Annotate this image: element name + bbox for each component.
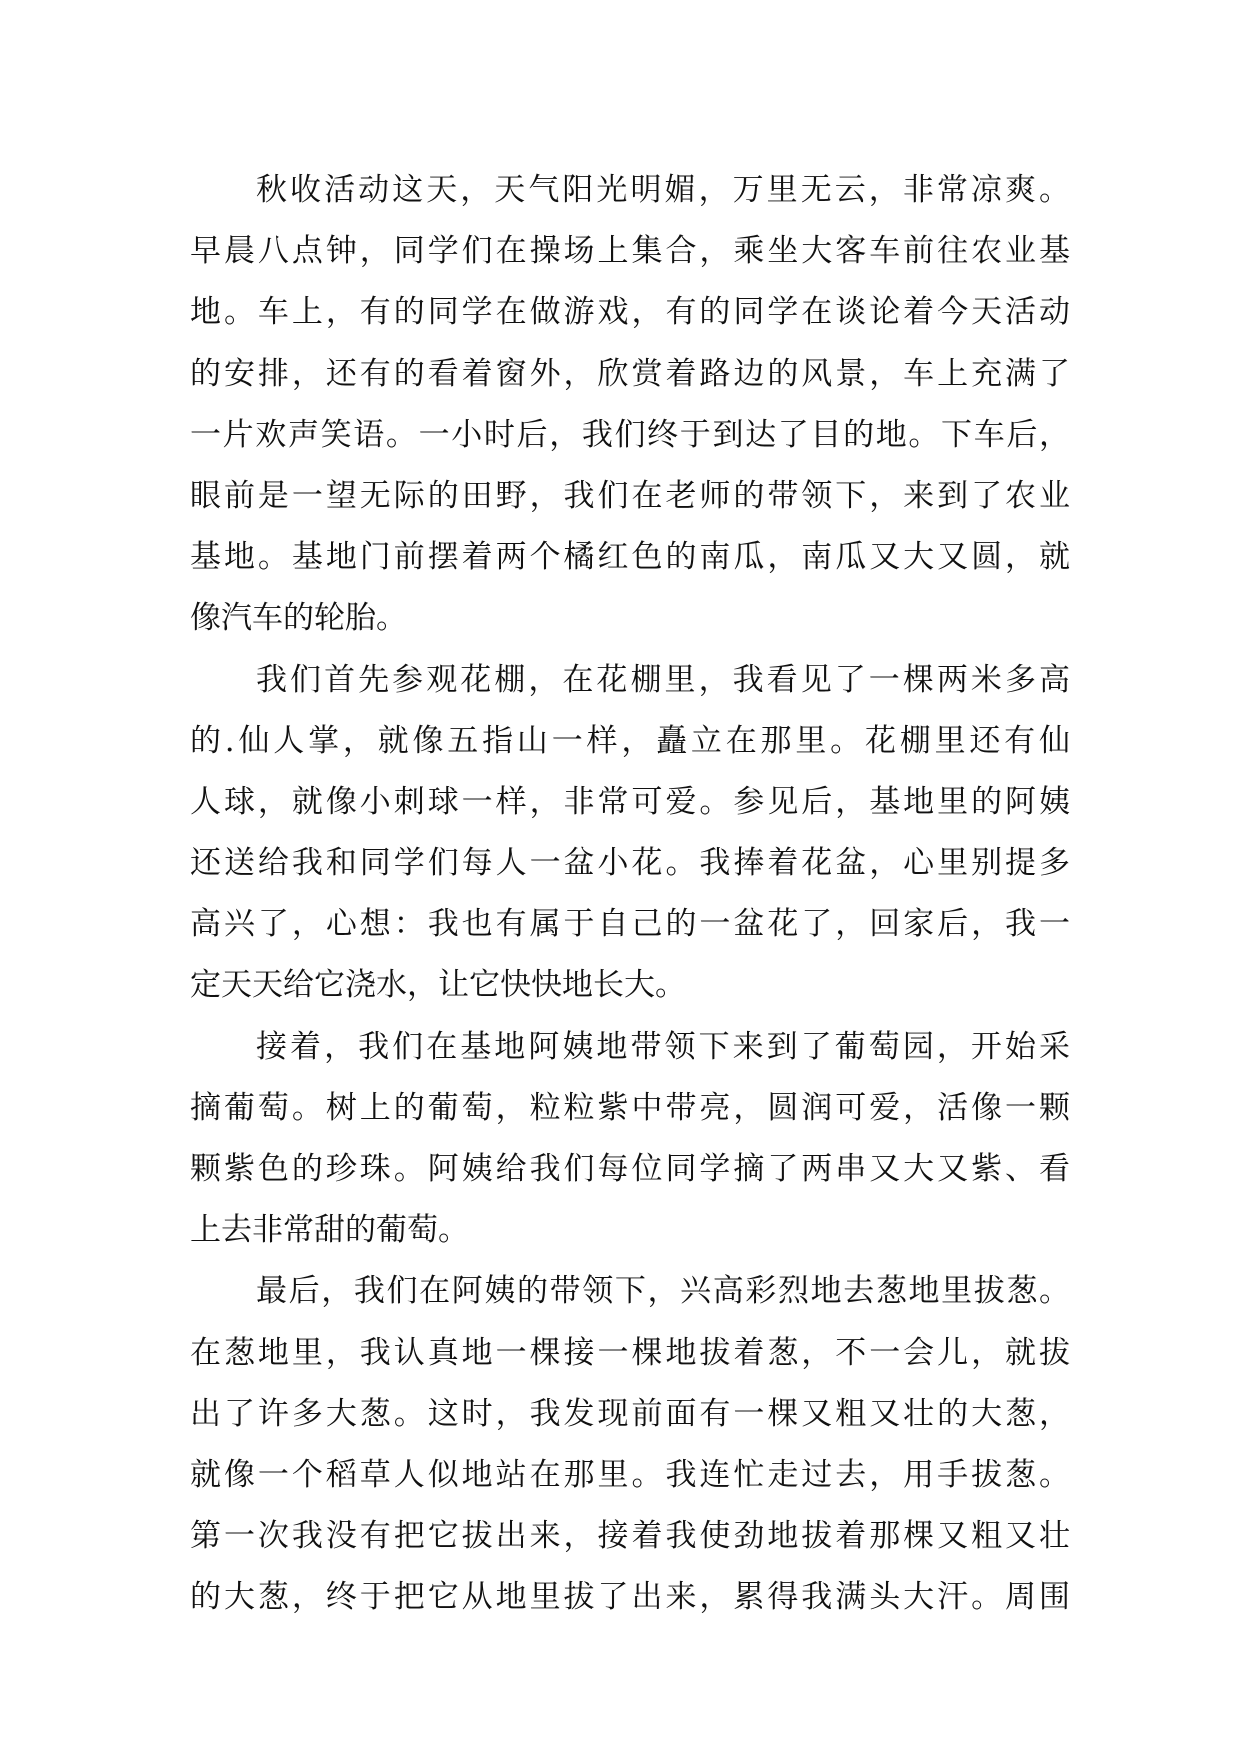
text-line: 高兴了，心想：我也有属于自己的一盆花了，回家后，我一 [190,906,1070,943]
text-line: 颗紫色的珍珠。阿姨给我们每位同学摘了两串又大又紫、看 [190,1151,1070,1187]
text-line: 地。车上，有的同学在做游戏，有的同学在谈论着今天活动 [190,294,1070,331]
text-line: 像汽车的轮胎。 [190,600,407,637]
paragraph-3 [190,1017,1070,1262]
text-line: 第一次我没有把它拔出来，接着我使劲地拔着那棵又粗又壮 [190,1518,1070,1555]
text-line: 的安排，还有的看着窗外，欣赏着路边的风景，车上充满了 [190,355,1070,392]
text-line: 早晨八点钟，同学们在操场上集合，乘坐大客车前往农业基 [190,233,1070,270]
text-line: 基地。基地门前摆着两个橘红色的南瓜，南瓜又大又圆，就 [190,539,1070,576]
text-line: 定天天给它浇水，让它快快地长大。 [190,967,686,1004]
text-line: 还送给我和同学们每人一盆小花。我捧着花盆，心里别提多 [190,845,1070,882]
paragraph-2 [190,650,1070,1017]
text-line: 的大葱，终于把它从地里拔了出来，累得我满头大汗。周围 [190,1579,1070,1616]
text-line: 眼前是一望无际的田野，我们在老师的带领下，来到了农业 [190,477,1070,514]
paragraph-4 [190,1261,1070,1628]
text-line: 一片欢声笑语。一小时后，我们终于到达了目的地。下车后， [190,416,1070,453]
text-line: 接着，我们在基地阿姨地带领下来到了葡萄园，开始采 [256,1028,1070,1065]
text-line: 人球，就像小刺球一样，非常可爱。参见后，基地里的阿姨 [190,783,1070,820]
text-line: 我们首先参观花棚，在花棚里，我看见了一棵两米多高 [256,661,1070,698]
essay-body [190,160,1070,1629]
paragraph-1 [190,160,1070,650]
text-line: 摘葡萄。树上的葡萄，粒粒紫中带亮，圆润可爱，活像一颗 [190,1089,1070,1126]
text-line: 上去非常甜的葡萄。 [190,1212,469,1249]
text-line: 秋收活动这天，天气阳光明媚，万里无云，非常凉爽。 [256,172,1070,208]
text-line: 最后，我们在阿姨的带领下，兴高彩烈地去葱地里拔葱。 [256,1273,1070,1310]
text-line: 在葱地里，我认真地一棵接一棵地拔着葱，不一会儿，就拔 [190,1334,1070,1371]
text-line: 出了许多大葱。这时，我发现前面有一棵又粗又壮的大葱， [190,1395,1070,1432]
text-line: 的.仙人掌，就像五指山一样，矗立在那里。花棚里还有仙 [190,722,1070,759]
text-line: 就像一个稻草人似地站在那里。我连忙走过去，用手拔葱。 [190,1456,1070,1493]
